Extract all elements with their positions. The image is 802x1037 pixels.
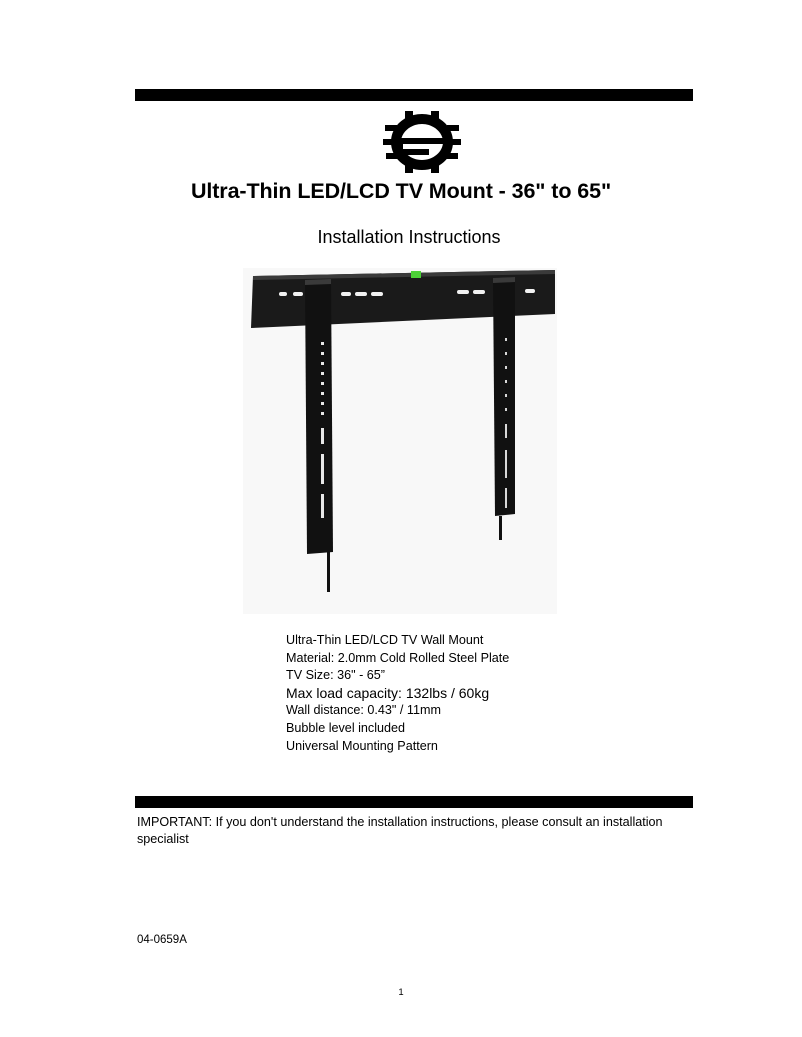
important-note: IMPORTANT: If you don't understand the installation instructions, please consult an installation specialist xyxy=(137,815,663,846)
specifications-list xyxy=(286,632,509,755)
spec-item: Max load capacity: 132lbs / 60kg xyxy=(286,684,490,701)
document-subtitle: Installation Instructions xyxy=(317,227,501,247)
spec-item: Bubble level included xyxy=(286,720,406,735)
page-number: 1 xyxy=(398,987,404,998)
top-rule xyxy=(135,89,693,101)
spec-item: TV Size: 36" - 65” xyxy=(286,668,385,683)
siig-logo-icon xyxy=(383,111,461,173)
spec-item: Material: 2.0mm Cold Rolled Steel Plate xyxy=(286,650,510,665)
section-rule xyxy=(135,796,693,808)
bubble-level-icon xyxy=(411,271,421,278)
document-title: Ultra-Thin LED/LCD TV Mount - 36" to 65" xyxy=(190,179,612,203)
spec-item: Wall distance: 0.43" / 11mm xyxy=(286,703,441,718)
spec-item: Ultra-Thin LED/LCD TV Wall Mount xyxy=(286,633,484,647)
spec-item: Universal Mounting Pattern xyxy=(286,738,438,753)
tv-wall-mount-bracket-image xyxy=(243,268,557,614)
document-code: 04-0659A xyxy=(137,934,187,946)
